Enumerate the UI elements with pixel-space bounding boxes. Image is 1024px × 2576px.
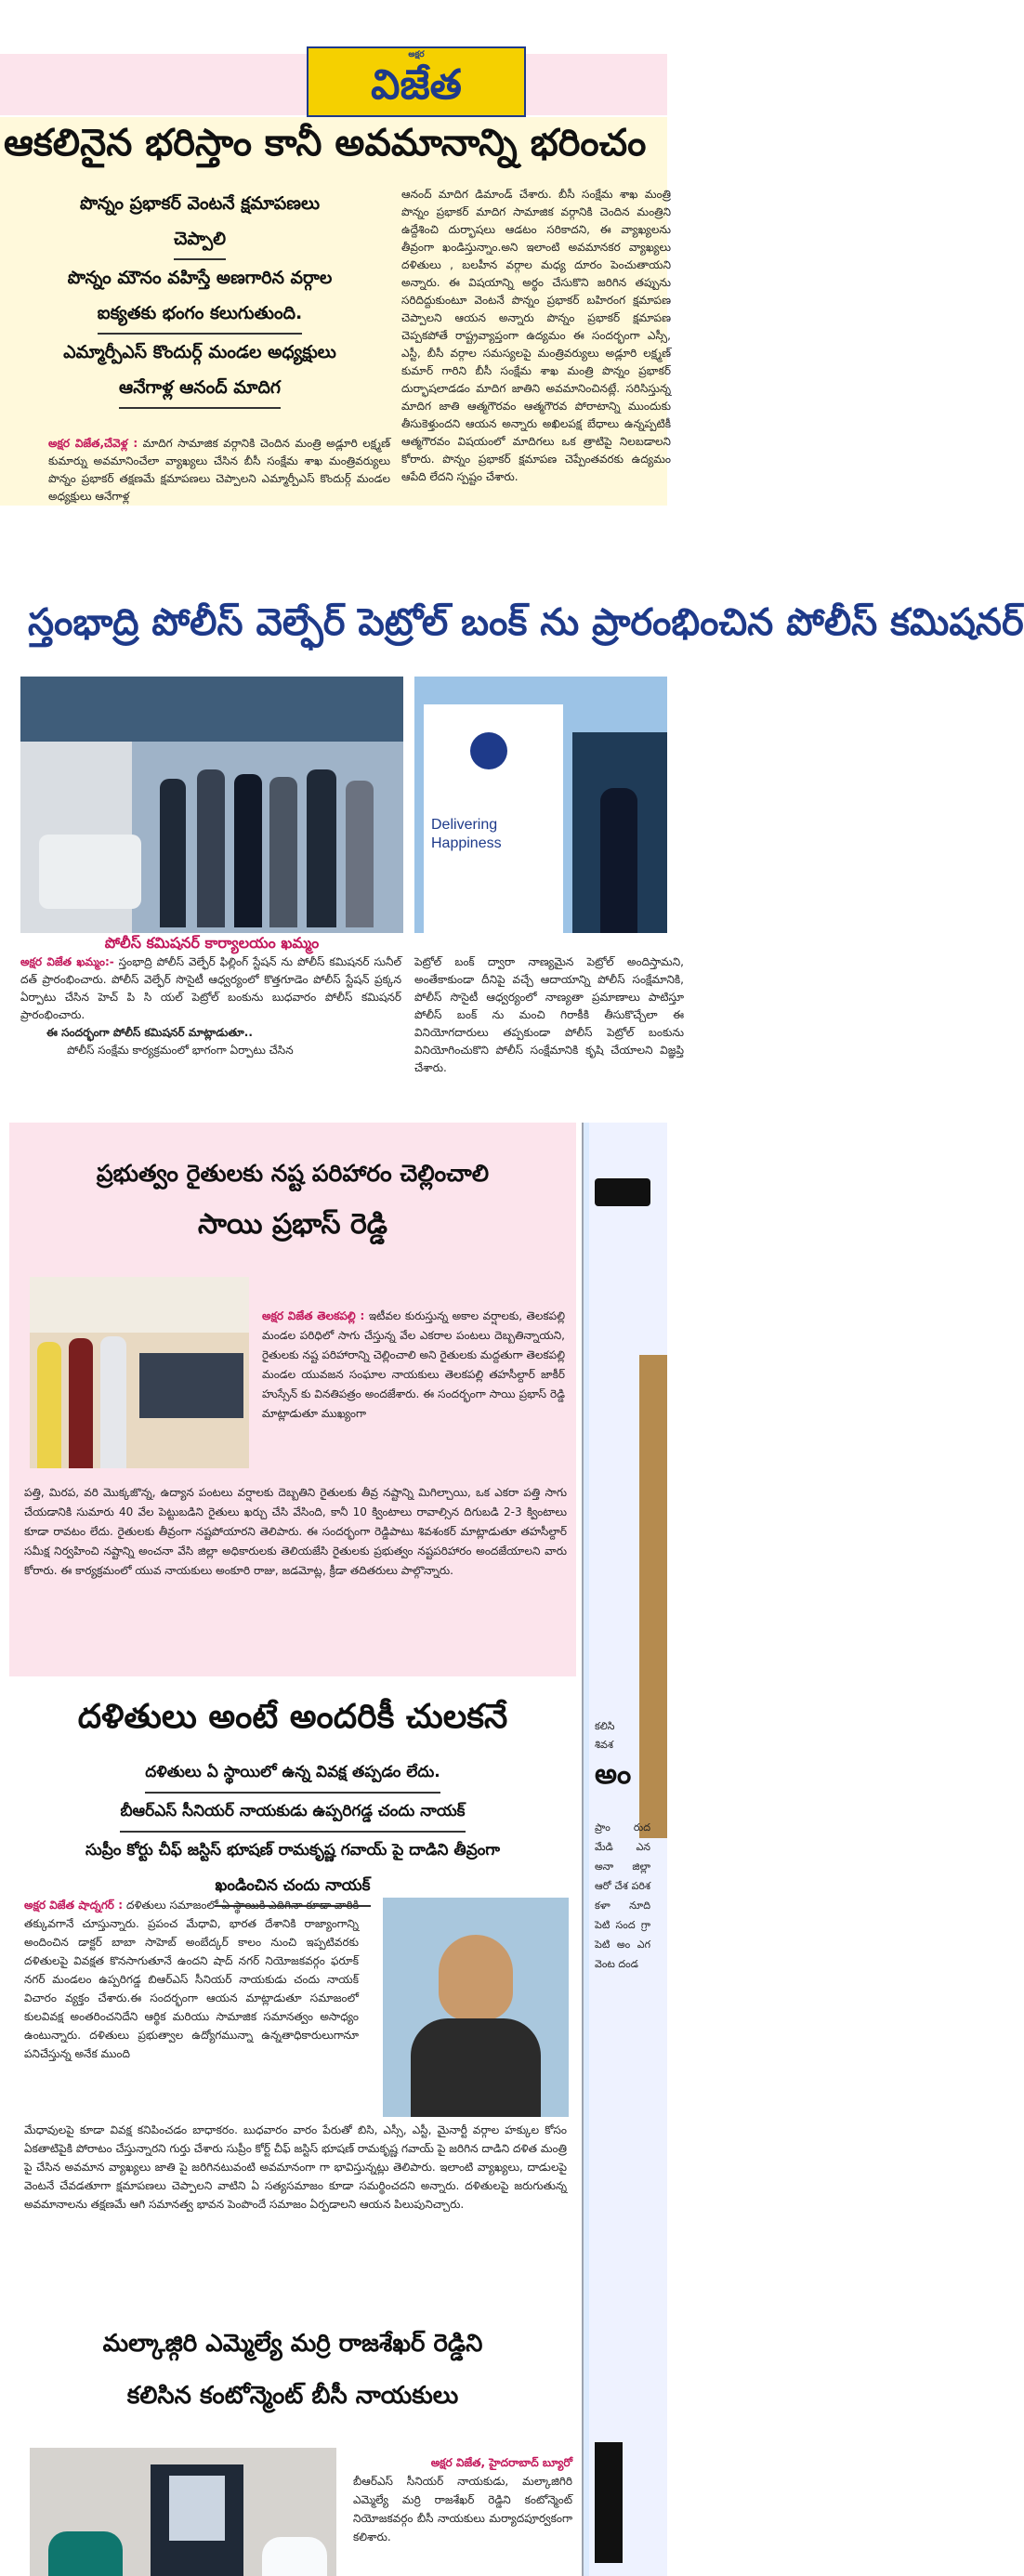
- story1-headline: ఆకలినైన భరిస్తాం కానీ అవమానాన్ని భరించం: [4, 122, 647, 164]
- story2-body-left2: పోలీస్ సంక్షేమ కార్యక్రమంలో భాగంగా ఏర్పాటు చేసిన: [67, 1044, 294, 1057]
- story1-body-left: [48, 435, 390, 507]
- side-column: [582, 1123, 667, 2576]
- story5-headline-1: మల్కాజ్గిరి ఎమ్మెల్యే మర్రి రాజశేఖర్ రెడ్డిని: [102, 2330, 483, 2358]
- story4-subhead-3: సుప్రీం కోర్టు చీఫ్ జస్టిస్ భూషణ్ రామకృష్ణ గవాయ్ పై దాడిని తీవ్రంగా: [85, 1841, 501, 1860]
- story5-dateline: అక్షర విజేత, హైదరాబాద్ బ్యూరో: [430, 2456, 572, 2469]
- story2-photo-right: [414, 677, 667, 933]
- story1-subhead-3: పొన్నం మౌనం వహిస్తే అణగారిన వర్గాల: [67, 268, 333, 288]
- masthead-tagline: అక్షర: [408, 50, 425, 59]
- story1-subhead-1: పొన్నం ప్రభాకర్ వెంటనే క్షమాపణలు: [79, 193, 321, 214]
- story2-sign-text: [431, 816, 561, 853]
- story4-subhead-2: బీఆర్ఎస్ సీనియర్ నాయకుడు ఉప్పరిగడ్డ చందు నాయక్: [120, 1794, 465, 1833]
- story2-body-left-text: స్తంభాద్రి పోలీస్ వెల్ఫేర్ ఫిల్లింగ్ స్టేషన్ ను పోలీస్ కమిషనర్ సునీల్ దత్ ప్రారంభించారు. పోలీస్ వెల్ఫేర్ సొసైటీ ఆధ్వర్యంలో కొత్తగూడెం పోలీస్ స్టేషన్ ప్రక్కన ఏర్పాటు చేసిన హెచ్ పి సి యల్ పెట్రోల్ బంకును బుధవారం పోలీస్ కమిషనర్ ప్రారంభించారు.: [20, 955, 401, 1021]
- side-text-1: కలిసి: [595, 1720, 615, 1732]
- story4-subheads: [9, 1755, 576, 1907]
- story3-body-full: పత్తి, మిరప, వరి మొక్కజొన్న, ఉద్యాన పంటలు వర్షాలకు దెబ్బతిని రైతులకు తీవ్ర నష్టాన్ని మిగిల్చాయి, ఒక ఎకరా పత్తి సాగు చేయడానికి సుమారు 40 వేల పెట్టుబడిని రైతులు ఖర్చు చేసి వేసింది, కానీ 10 క్వింటాలు రావాల్సిన దిగుబడి 2-3 క్వింటాలు కూడా రావటం లేదు. రైతులకు తీవ్రంగా నష్టపోయారని తెలిపారు. ఈ సందర్భంగా రెడ్డిపాటు శివశంకర్ మాట్లాడుతూ తహసీల్దార్ సమీక్ష నిర్వహించి నష్టాన్ని అంచనా వేసి జిల్లా అధికారులకు తెలియజేసి రైతులకు ప్రభుత్వం నష్టపరిహారం అందజేయాలని వారు కోరారు. ఈ కార్యక్రమంలో యువ నాయకులు అంకూరి రాజు, జడమోట్ల, క్రీడా తదితరులు పాల్గొన్నారు.: [24, 1486, 567, 1577]
- story4-body-full: మేధావులపై కూడా వివక్ష కనిపించడం బాధాకరం. బుధవారం వారం పేరుతో బిసి, ఎస్సీ, ఎస్టీ, మైనార్టీ వర్గాల హక్కుల కోసం ఏకతాటిపైకి పోరాటం చేస్తున్నారని గుర్తు చేశారు సుప్రీం కోర్ట్ చీఫ్ జస్టిస్ భూషణ్ రామకృష్ణ గవాయ్ పై జరిగిన దాడిని దళిత మంత్రి పై చేసిన అవమాన వ్యాఖ్యలు జాతి పై జరిగినటువంటి అవమానంగా గా భావిస్తున్నట్లు తెలిపారు. ఇలాంటి వ్యాఖ్యలు, దాడులపై వెంటనే చేవడతూగా క్షమాపణలు చెప్పాలని వాటిని ఏ సత్యసమాజం కూడా సమర్థించదని అన్నారు. దళితులపై జరుగుతున్న అవమానాలను తక్షణమే ఆగి సమానత్వ భావన పెంపొందే సమాజం ఏర్పడాలని ఆయన పిలుపునిచ్చారు.: [24, 2123, 567, 2211]
- story2-body-right: పెట్రోల్ బంక్ ద్వారా నాణ్యమైన పెట్రోల్ అందిస్తామని, అంతేకాకుండా దీనిపై వచ్చే ఆదాయాన్ని పోలీస్ సంక్షేమానికి, పోలీస్ సొసైటీ ఆధ్వర్యంలో నాణ్యతా ప్రమాణాలు పాటిస్తూ పోలీస్ బంక్ ను మంచి గిరాకీకి తీసుకొచ్చేలా ఈ వినియోగదారులు తప్పకుండా పోలీస్ పెట్రోల్ బంకును వినియోగించుకొని పోలీస్ సంక్షేమానికి కృషి చేయాలని విజ్ఞప్తి చేశారు.: [414, 955, 684, 1074]
- story2-headline: స్తంభాద్రి పోలీస్ వెల్ఫేర్ పెట్రోల్ బంక్ ను ప్రారంభించిన పోలీస్ కమిషనర్: [28, 601, 1024, 644]
- story3-dateline: అక్షర విజేత తెలకపల్లి :: [262, 1309, 365, 1322]
- story1-subhead-6: ఆనేగాళ్ల ఆనంద్ మాదిగ: [119, 370, 281, 409]
- story4-subhead-4: ఖండించిన చందు నాయక్: [215, 1868, 370, 1907]
- sign-line-1: Delivering: [431, 817, 498, 833]
- story4-body-side: [24, 1896, 359, 2119]
- side-body: ప్రాం రుద మేడి ఎన అనా జిల్లా ఆరో చేశ పరిశ కళా నూది పెటి సంద గ్రా పెటి అం ఎగ వెంట దండ: [595, 1821, 650, 1970]
- story5-body-side-text: బీఆర్ఎస్ సీనియర్ నాయకుడు, మల్కాజిగిరి ఎమ్మెల్యే మర్రి రాజశేఖర్ రెడ్డిని కంటోన్మెంట్ నియోజకవర్గం బీసీ నాయకులు మర్యాదపూర్వకంగా కలిశారు.: [353, 2475, 572, 2543]
- story2-body-left: [20, 953, 401, 1071]
- story1-subhead-5: ఎమ్మార్పీఎస్ కొందుర్గ్ మండల అధ్యక్షులు: [63, 342, 336, 362]
- column-rule: [582, 1123, 584, 2576]
- story1-body-left-text: మాదిగ సామాజిక వర్గానికి చెందిన మంత్రి అడ్లూరి లక్ష్మణ్ కుమార్ను అవమానించేలా వ్యాఖ్యలు చేసిన బీసీ సంక్షేమ శాఖ మంత్రివర్యులు పొన్నం ప్రభాకర్ తక్షణమే క్షమాపణలు చెప్పాలని ఎమ్మార్పీఎస్ కొందుర్గ్ మండల అధ్యక్షులు ఆనేగాళ్ల: [48, 437, 390, 503]
- story1-dateline: అక్షర విజేత,చేవెళ్ల :: [48, 437, 138, 450]
- side-headline-glyph: [595, 2442, 623, 2563]
- story2-dateline: అక్షర విజేత ఖమ్మం:-: [20, 955, 114, 968]
- story2-quote-lead: ఈ సందర్భంగా పోలీస్ కమిషనర్ మాట్లాడుతూ..: [46, 1026, 253, 1039]
- side-text-2: శివశ: [595, 1739, 613, 1751]
- story1-subhead-2: చెప్పాలి: [174, 221, 226, 260]
- side-subhead: అం: [595, 1758, 632, 1791]
- story3-headline-2: సాయి ప్రభాస్ రెడ్డి: [197, 1208, 387, 1241]
- story4-body-side-text: దళితులు సమాజంలో ఏ స్థాయికి ఎదిగినా కూడా వారికి తక్కువగానే చూస్తున్నారు. ప్రపంచ మేధావి, భారత దేశానికి రాజ్యాంగాన్ని అందించిన డాక్టర్ బాబా సాహెబ్ అంబేద్కర్ కాలం నుంచి ఇప్పటివరకు దళితులపై వివక్షత కొనసాగుతూనే ఉందని షాద్ నగర్ నియోజకవర్గం ఫరూక్ నగర్ మండలం ఉప్పరిగడ్డ బిఆర్ఎస్ సీనియర్ నాయకుడు చందు నాయక్ విచారం వ్యక్తం చేశారు.ఈ సందర్భంగా ఆయన మాట్లాడుతూ సమాజంలో కులవివక్ష అంతరించనిదేని ఆర్థిక మరియు సామాజిక సమానత్వం అసాధ్యం ఉంటున్నారు. దళితులు ప్రభుత్వాల ఉద్యోగమున్నా ఉన్నతాధికారులుగానూ పనిచేస్తున్న అనేక ముంది: [24, 1899, 359, 2060]
- masthead-name: విజేత: [371, 61, 462, 109]
- story4-dateline: అక్షర విజేత షాద్నగర్ :: [24, 1899, 124, 1912]
- story2-photo-left: [20, 677, 403, 933]
- story3-headline-1: ప్రభుత్వం రైతులకు నష్ట పరిహారం చెల్లించాలి: [96, 1160, 490, 1187]
- story1-body-right: ఆనంద్ మాదిగ డిమాండ్ చేశారు. బీసీ సంక్షేమ శాఖ మంత్రి పొన్నం ప్రభాకర్ మాదిగ సామాజిక వర్గానికి చెందిన మంత్రిని ఉద్దేశించి దుర్భాషలు ఆడటం సరికాదని, ఈ వ్యాఖ్యలను తీవ్రంగా ఖండిస్తున్నాం.అని ఇలాంటి అవమానకర వ్యాఖ్యలు దళితులు , బలహీన వర్గాల మధ్య దూరం పెంచుతాయని అన్నారు. ఈ విషయాన్ని అర్థం చేసుకొని జరిగిన తప్పును సరిదిద్దుకుంటూ వెంటనే పొన్నం ప్రభాకర్ బహిరంగ క్షమాపణ చెప్పాలని ఆయన అన్నారు పొన్నం ప్రభాకర్ క్షమాపణ చెప్పకపోతే రాష్ట్రవ్యాప్తంగా ఉద్యమం ఈ సందర్భంగా ఎస్సీ, ఎస్టీ, బీసీ వర్గాల సమస్యలపై మంత్రివర్యులు అడ్లూరి లక్ష్మణ్ కుమార్ గారిని బీసీ సంక్షేమ శాఖ మంత్రి పొన్నం ప్రభాకర్ దుర్భాషలాడడం మాదిగ జాతిని అవమానించినట్లే. సరిసిస్తున్న మాదిగ జాతి ఆత్మగౌరవం ఆత్మగౌరవ పోరాటాన్ని ముందుకు తీసుకెళ్తుందని ఆయన అన్నారు అఖిలపక్ష బేధాలు ఉన్నప్పటికీ ఆత్మగౌరవం విషయంలో మాదిగలు ఒక త్రాటిపై నిలబడాలని కోరారు. పొన్నం ప్రభాకర్ క్షమాపణ చెప్పేంతవరకు ఉద్యమం ఆపేది లేదని స్పష్టం చేశారు.: [401, 188, 671, 483]
- story4-headline: దళితులు అంటే అందరికీ చులకనే: [77, 1698, 508, 1736]
- story3-body-side-text: ఇటీవల కురుస్తున్న అకాల వర్షాలకు, తెలకపల్లి మండల పరిధిలో సాగు చేస్తున్న వేల ఎకరాల పంటలు దెబ్బతిన్నాయని, రైతులకు నష్ట పరిహారాన్ని చెల్లించాలి అని రైతులకు మద్దతుగా తెలకపల్లి మండల యువజన సంఘాల నాయకులు తెలకపల్లి తహసీల్దార్ జాకీర్ హుస్సేన్ కు వినతిపత్రం అందజేశారు. ఈ సందర్భంగా సాయి ప్రభాస్ రెడ్డి మాట్లాడుతూ ముఖ్యంగా: [262, 1309, 565, 1420]
- masthead-logo: [307, 46, 526, 117]
- hp-logo-icon: [470, 732, 507, 769]
- story3-body-side: [262, 1307, 565, 1483]
- story5-headline-2: కలిసిన కంటోన్మెంట్ బీసీ నాయకులు: [126, 2382, 459, 2410]
- story5-photo: [30, 2448, 336, 2576]
- side-photo: [639, 1355, 667, 1838]
- story1-subhead-4: ఐక్యతకు భంగం కలుగుతుంది.: [98, 296, 302, 335]
- story3-photo: [30, 1277, 249, 1468]
- story4-subhead-1: దళితులు ఏ స్థాయిలో ఉన్న వివక్ష తప్పడం లేదు.: [145, 1755, 440, 1794]
- story1-subheads: [19, 186, 381, 409]
- side-glyph: [595, 1178, 650, 1206]
- story4-photo: [383, 1898, 569, 2117]
- story2-photo-caption: పోలీస్ కమిషనర్ కార్యాలయం ఖమ్మం: [104, 934, 320, 952]
- sign-line-2: Happiness: [431, 835, 502, 851]
- story5-body-side: [353, 2453, 572, 2576]
